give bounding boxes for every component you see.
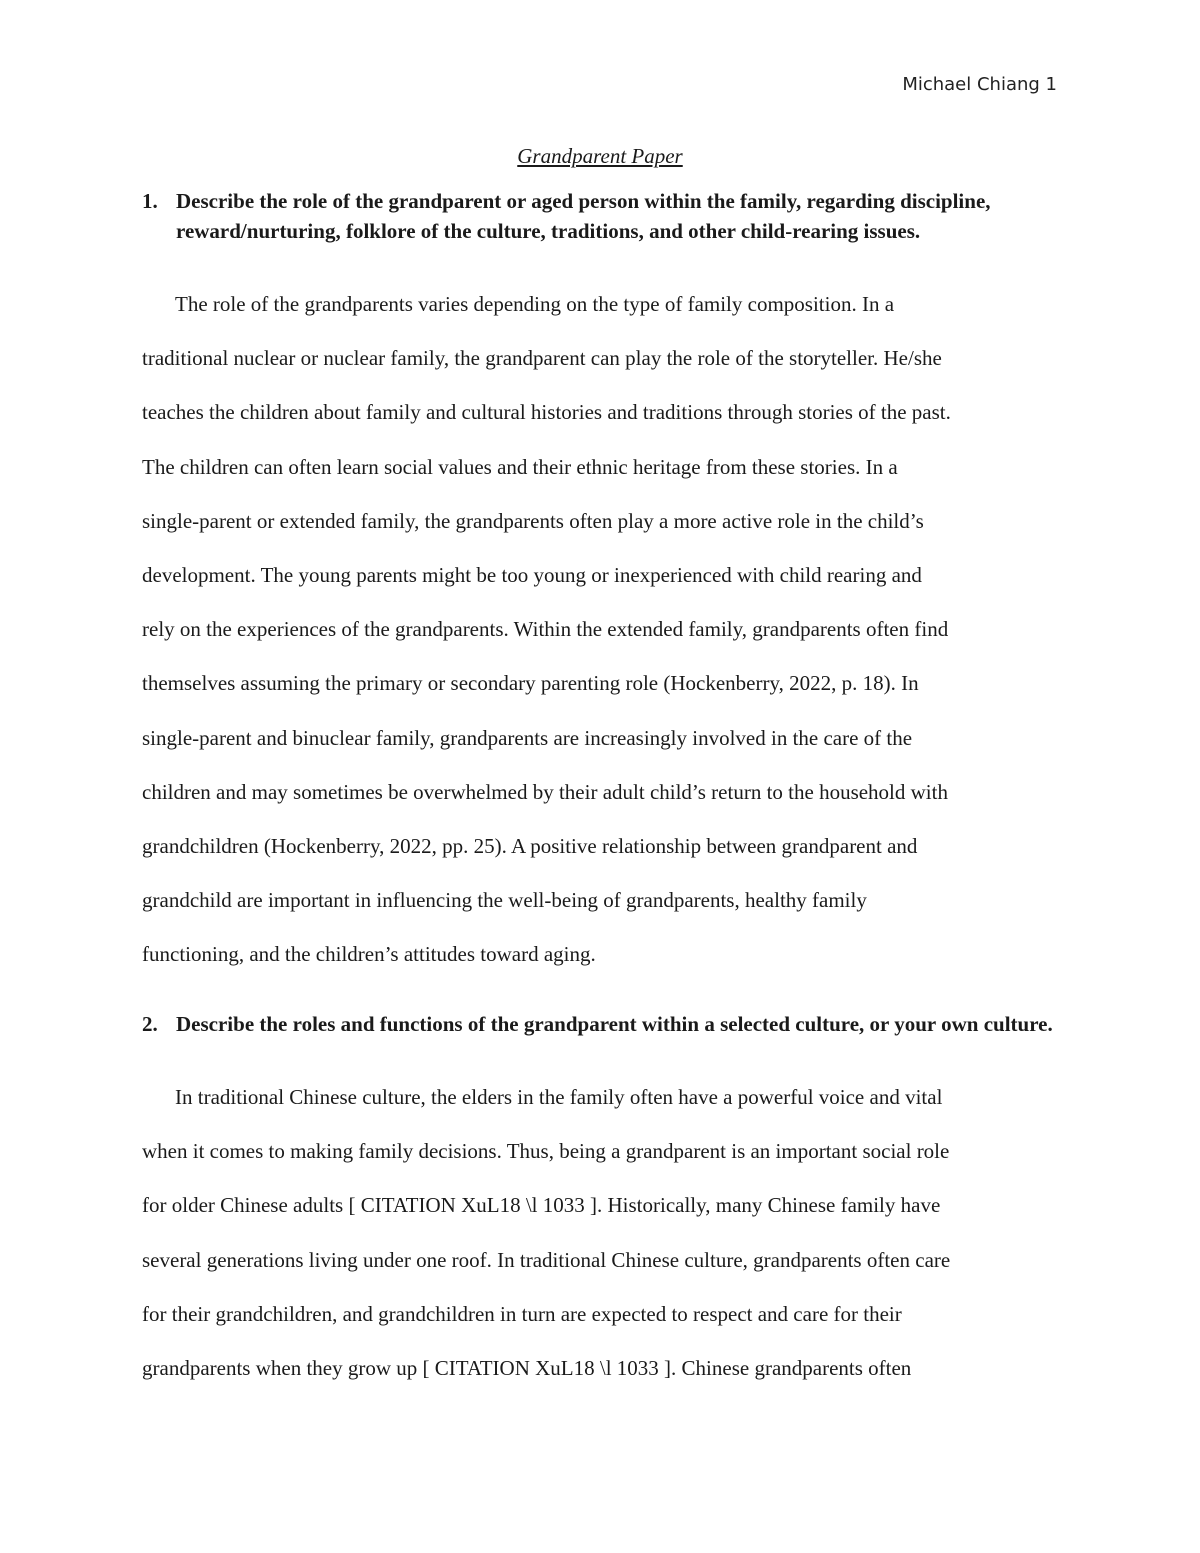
paragraph-line: grandparents when they grow up [ CITATION XuL18 \l 1033 ]. Chinese grandparents often xyxy=(142,1356,912,1381)
paragraph-line: teaches the children about family and cultural histories and traditions through stories of the past. xyxy=(142,400,951,425)
question-text: Describe the roles and functions of the grandparent within a selected culture, or your own culture. xyxy=(176,1012,1053,1036)
paragraph-line: single-parent and binuclear family, grandparents are increasingly involved in the care of the xyxy=(142,725,913,750)
question-2 xyxy=(142,1009,1062,1039)
paragraph-line: grandchild are important in influencing the well-being of grandparents, healthy family xyxy=(142,888,867,913)
question-text: Describe the role of the grandparent or aged person within the family, regarding discipline, reward/nurturing, folklore of the culture, traditions, and other child-rearing issues. xyxy=(176,189,991,243)
page-header: Michael Chiang 1 xyxy=(902,74,1057,95)
paragraph-line: grandchildren (Hockenberry, 2022, pp. 25). A positive relationship between grandparent and xyxy=(142,834,918,859)
paragraph-line: The role of the grandparents varies depending on the type of family composition. In a xyxy=(175,292,895,316)
paragraph-line: for older Chinese adults [ CITATION XuL18 \l 1033 ]. Historically, many Chinese family have xyxy=(142,1193,941,1218)
answer-1-paragraph xyxy=(142,277,1062,982)
document-title: Grandparent Paper xyxy=(517,144,683,168)
paragraph-line: In traditional Chinese culture, the elders in the family often have a powerful voice and vital xyxy=(175,1085,943,1109)
paragraph-line: The children can often learn social values and their ethnic heritage from these stories. In a xyxy=(142,454,898,479)
paragraph-line: for their grandchildren, and grandchildren in turn are expected to respect and care for their xyxy=(142,1301,902,1326)
paragraph-line: traditional nuclear or nuclear family, the grandparent can play the role of the storyteller. He/she xyxy=(142,346,942,371)
paragraph-line: rely on the experiences of the grandparents. Within the extended family, grandparents often find xyxy=(142,617,949,642)
answer-2-paragraph xyxy=(142,1070,1062,1395)
paragraph-line: development. The young parents might be too young or inexperienced with child rearing and xyxy=(142,563,922,588)
paragraph-line: children and may sometimes be overwhelmed by their adult child’s return to the household with xyxy=(142,779,948,804)
question-1 xyxy=(142,186,1062,246)
paragraph-line: themselves assuming the primary or secondary parenting role (Hockenberry, 2022, p. 18). In xyxy=(142,671,919,696)
question-number: 2. xyxy=(142,1012,158,1036)
paragraph-line: functioning, and the children’s attitudes toward aging. xyxy=(142,942,596,967)
paragraph-line: when it comes to making family decisions. Thus, being a grandparent is an important social role xyxy=(142,1139,950,1164)
paragraph-line: several generations living under one roof. In traditional Chinese culture, grandparents often care xyxy=(142,1247,951,1272)
paragraph-line: single-parent or extended family, the grandparents often play a more active role in the child’s xyxy=(142,508,924,533)
question-number: 1. xyxy=(142,189,158,213)
